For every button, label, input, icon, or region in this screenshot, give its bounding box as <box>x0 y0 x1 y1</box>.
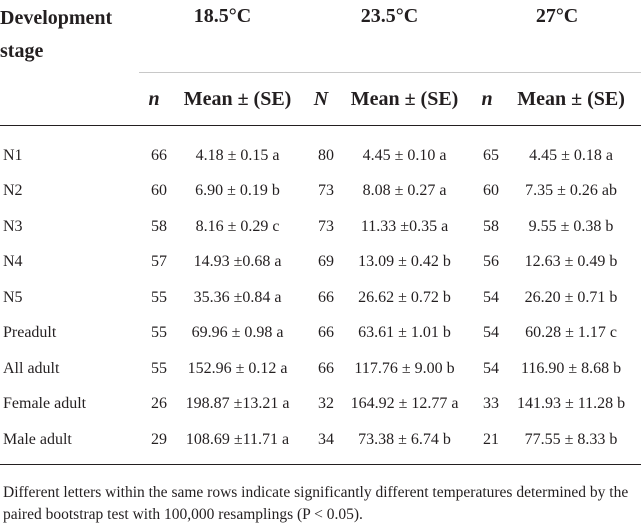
n-value: 54 <box>483 288 500 306</box>
n-value: 58 <box>151 217 167 235</box>
mean-se-value: 4.45 ± 0.10 a <box>362 146 447 164</box>
n-value: 57 <box>151 253 167 271</box>
n-value: 26 <box>151 395 167 413</box>
n-value: 66 <box>318 324 335 342</box>
n-header: N <box>306 73 336 126</box>
mean-se-header: Mean ± (SE) <box>169 73 306 126</box>
mean-se-value: 8.16 ± 0.29 c <box>195 217 280 235</box>
mean-se-value: 6.90 ± 0.19 b <box>195 182 280 200</box>
n-value: 60 <box>151 182 167 200</box>
n-value: 55 <box>151 359 167 377</box>
stage-label: N5 <box>3 288 23 306</box>
stage-label: All adult <box>3 359 60 377</box>
stage-label: N4 <box>3 253 23 271</box>
stage-label: Male adult <box>3 430 72 448</box>
table-row <box>0 387 641 423</box>
mean-se-value: 4.18 ± 0.15 a <box>195 146 280 164</box>
mean-se-header: Mean ± (SE) <box>501 73 641 126</box>
n-header: n <box>139 73 169 126</box>
mean-se-value: 141.93 ± 11.28 b <box>516 395 626 413</box>
mean-se-value: 13.09 ± 0.42 b <box>358 253 451 271</box>
temperature-header-23-5: 23.5°C <box>360 5 419 27</box>
mean-se-value: 116.90 ± 8.68 b <box>520 359 622 377</box>
n-value: 34 <box>318 430 335 448</box>
header-row-temperatures <box>0 0 641 73</box>
table-row <box>0 209 641 245</box>
temperature-header-27: 27°C <box>535 5 579 27</box>
mean-se-value: 14.93 ±0.68 a <box>193 253 282 271</box>
mean-se-value: 26.62 ± 0.72 b <box>358 288 451 306</box>
mean-se-value: 4.45 ± 0.18 a <box>529 146 613 164</box>
n-value: 55 <box>151 324 167 342</box>
table-body <box>0 138 641 458</box>
mean-se-value: 7.35 ± 0.26 ab <box>525 182 617 200</box>
mean-se-value: 152.96 ± 0.12 a <box>187 359 288 377</box>
mean-se-value: 11.33 ±0.35 a <box>360 217 449 235</box>
n-value: 29 <box>151 430 167 448</box>
n-value: 66 <box>318 359 335 377</box>
header-blank-cell <box>0 73 139 126</box>
table-row <box>0 351 641 387</box>
mean-se-value: 77.55 ± 8.33 b <box>524 430 618 448</box>
mean-se-value: 108.69 ±11.71 a <box>185 430 290 448</box>
stage-label: N1 <box>3 146 23 164</box>
n-value: 69 <box>318 253 335 271</box>
mean-se-value: 164.92 ± 12.77 a <box>350 395 459 413</box>
n-value: 73 <box>318 217 335 235</box>
header-divider <box>0 126 641 139</box>
table-bottom-rule <box>0 458 641 465</box>
n-value: 73 <box>318 182 335 200</box>
mean-se-value: 117.76 ± 9.00 b <box>354 359 455 377</box>
n-value: 60 <box>483 182 500 200</box>
table-footnote: Different letters within the same rows indicate significantly different temperatures determined by the paired bootstrap test with 100,000 resamplings (P < 0.05). <box>3 484 629 523</box>
n-value: 80 <box>318 146 335 164</box>
mean-se-header: Mean ± (SE) <box>336 73 473 126</box>
n-value: 33 <box>483 395 500 413</box>
mean-se-value: 63.61 ± 1.01 b <box>358 324 451 342</box>
stage-label: N3 <box>3 217 23 235</box>
n-value: 32 <box>318 395 335 413</box>
mean-se-value: 9.55 ± 0.38 b <box>528 217 614 235</box>
mean-se-value: 8.08 ± 0.27 a <box>362 182 447 200</box>
n-value: 65 <box>483 146 500 164</box>
n-value: 56 <box>483 253 500 271</box>
stage-label: Female adult <box>3 395 87 413</box>
stage-label: Preadult <box>3 324 57 342</box>
n-header: n <box>473 73 501 126</box>
mean-se-value: 12.63 ± 0.49 b <box>524 253 618 271</box>
n-value: 58 <box>483 217 500 235</box>
mean-se-value: 73.38 ± 6.74 b <box>358 430 451 448</box>
mean-se-value: 60.28 ± 1.17 c <box>525 324 617 342</box>
stage-label: N2 <box>3 182 23 200</box>
n-value: 54 <box>483 324 500 342</box>
table-row <box>0 138 641 174</box>
table-row <box>0 422 641 458</box>
mean-se-value: 35.36 ±0.84 a <box>193 288 282 306</box>
n-value: 66 <box>318 288 335 306</box>
mean-se-value: 26.20 ± 0.71 b <box>524 288 618 306</box>
temperature-header-18-5: 18.5°C <box>193 5 252 27</box>
table-row <box>0 316 641 352</box>
mean-se-value: 198.87 ±13.21 a <box>185 395 290 413</box>
n-value: 21 <box>483 430 500 448</box>
n-value: 66 <box>151 146 167 164</box>
n-value: 55 <box>151 288 167 306</box>
mean-se-value: 69.96 ± 0.98 a <box>191 324 284 342</box>
development-stage-header: Development stage <box>0 7 113 62</box>
n-value: 54 <box>483 359 500 377</box>
table-row <box>0 174 641 210</box>
table-row <box>0 245 641 281</box>
table-row <box>0 280 641 316</box>
header-row-subcolumns <box>0 73 641 126</box>
